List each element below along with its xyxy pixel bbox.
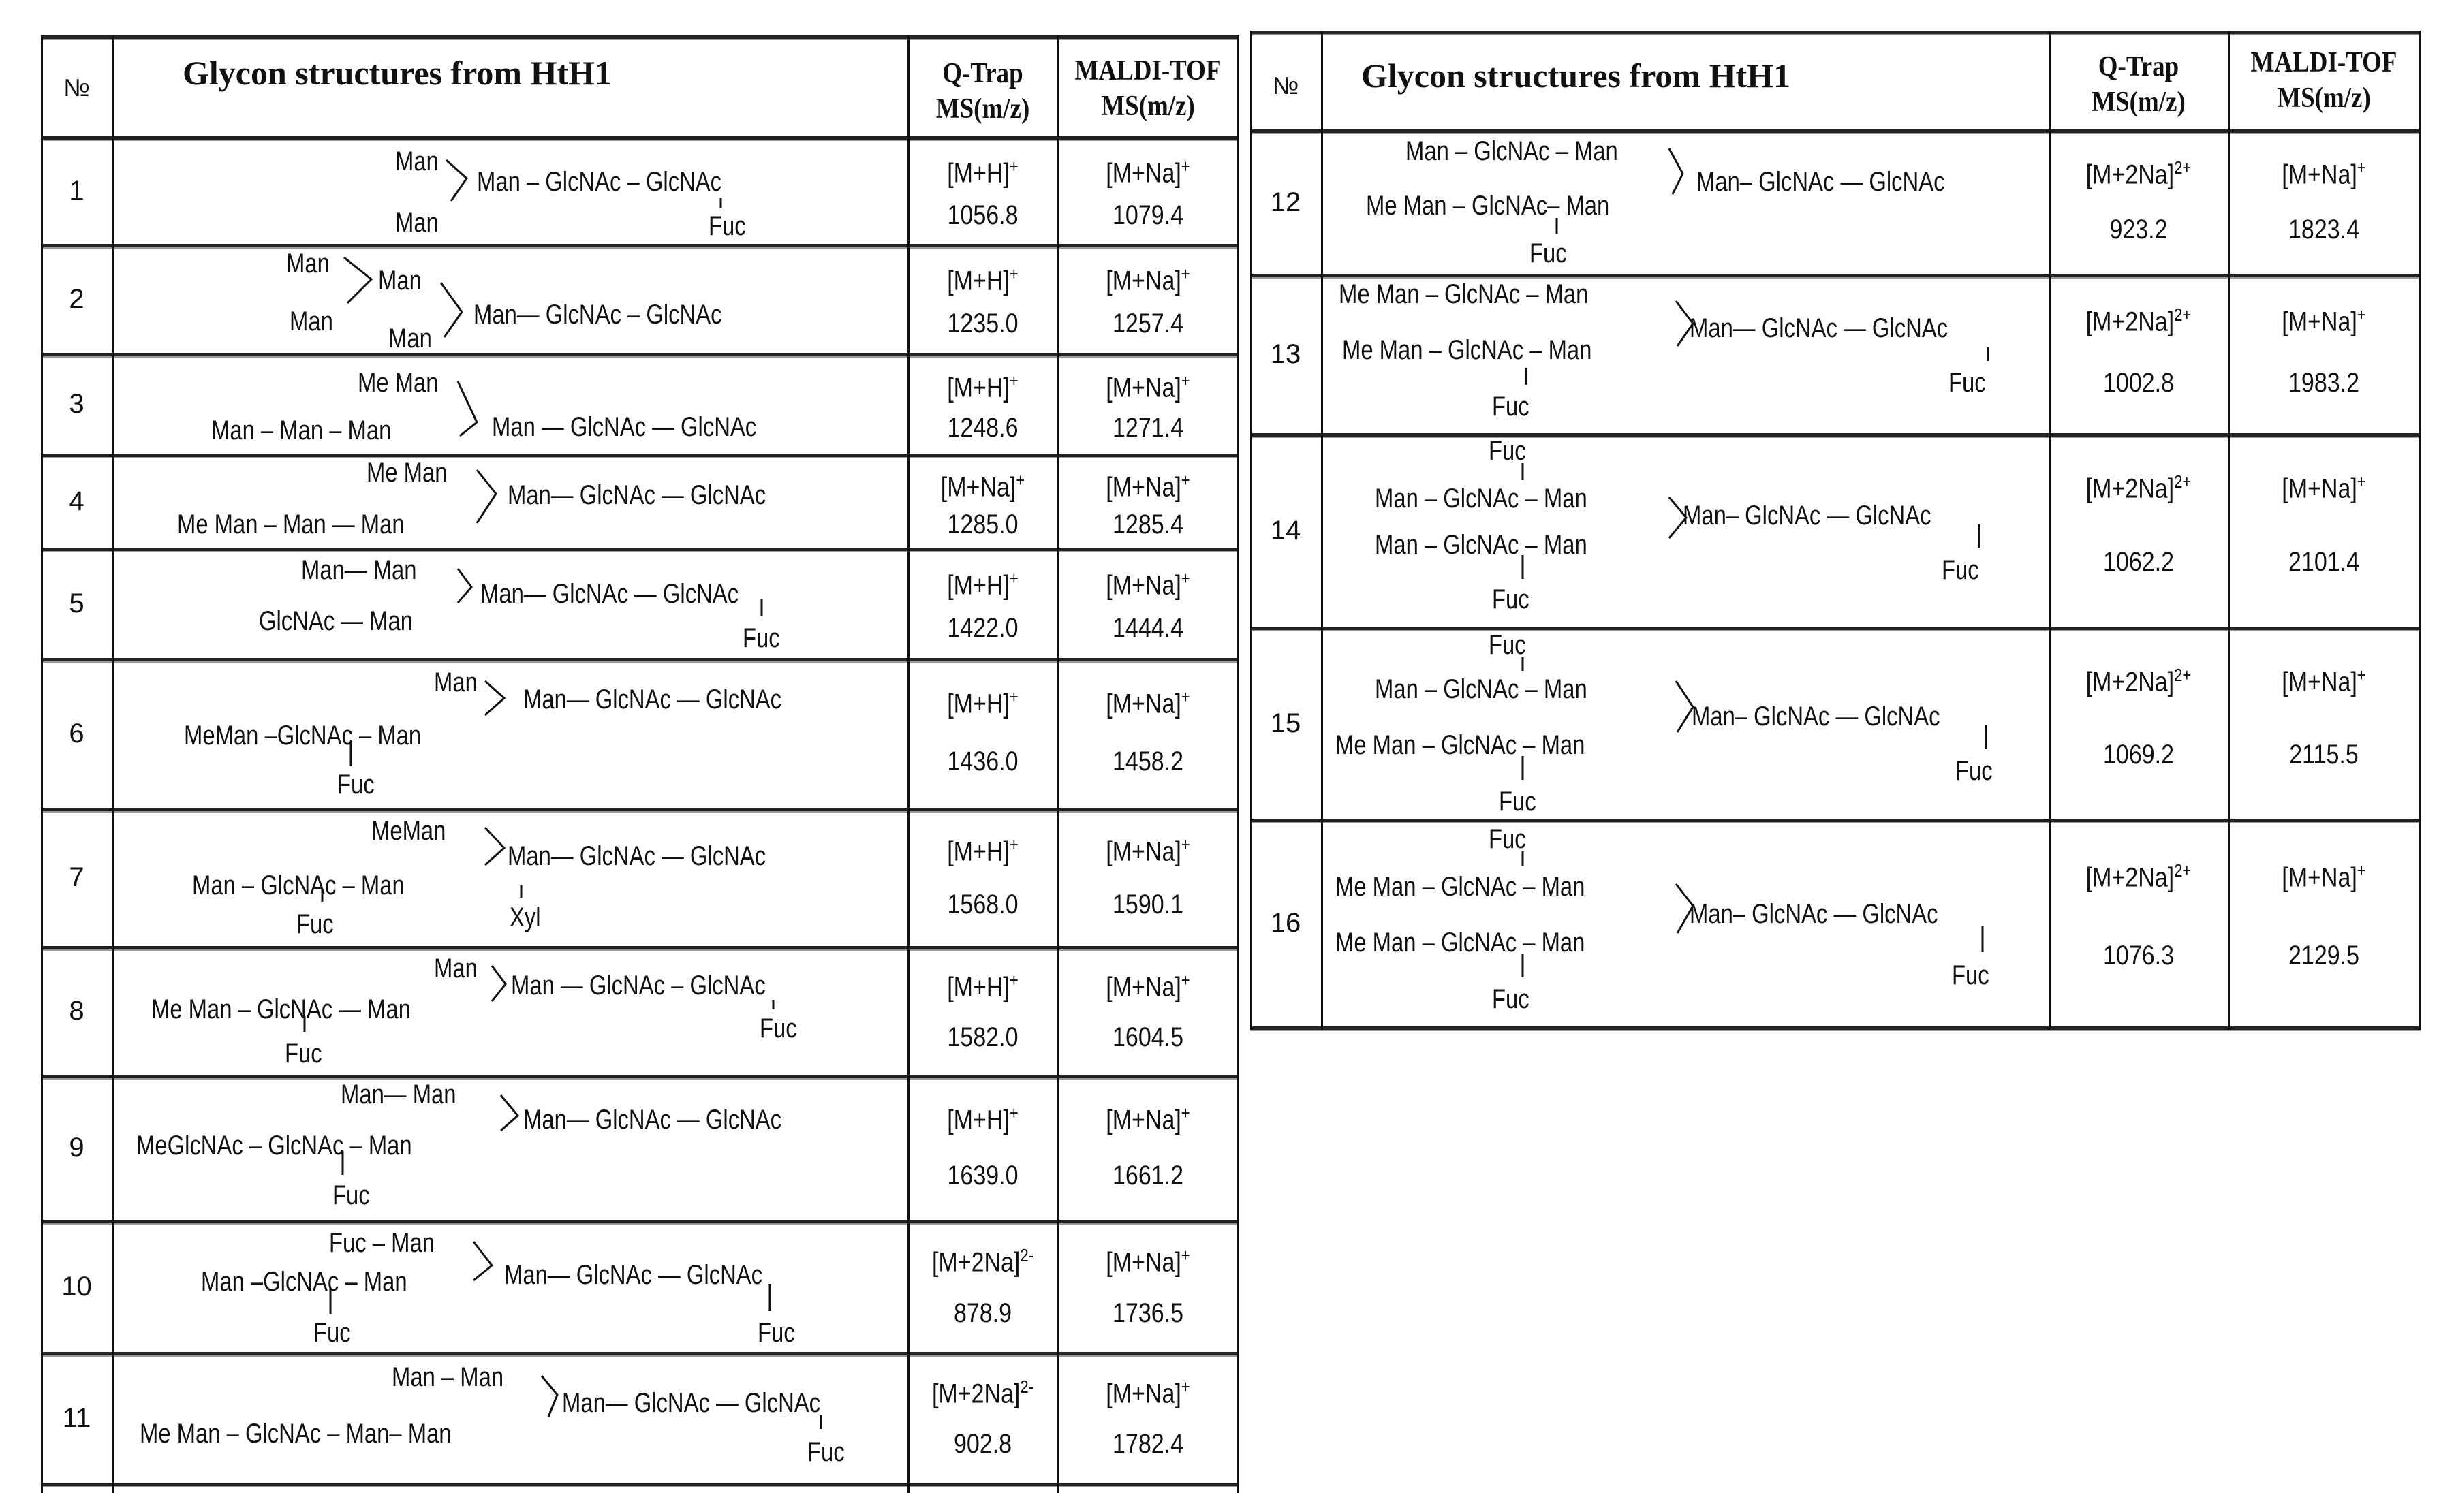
maldi-mz-value: 2101.4 — [2288, 546, 2359, 577]
structure-fragment: Man – GlcNAc – Man — [1375, 484, 1587, 514]
maldi-ion-charge: + — [1181, 687, 1190, 708]
qtrap-mz-value: 1076.3 — [2103, 941, 2174, 971]
qtrap-ion-charge: + — [1009, 687, 1019, 708]
maldi-ion-charge: + — [1181, 155, 1190, 176]
structure-fragment: Man – GlcNAc – GlcNAc — [477, 167, 722, 197]
header-maldi-line2: MS(m/z) — [1101, 91, 1195, 122]
maldi-ion-type — [1073, 568, 1224, 601]
table-rule — [2228, 31, 2230, 1030]
header-qtrap-line2: MS(m/z) — [935, 93, 1030, 125]
structure-fragment: Man— GlcNAc — GlcNAc — [480, 579, 739, 609]
maldi-mz-value: 1285.4 — [1113, 509, 1183, 540]
structure-fragment: Fuc — [1492, 584, 1529, 614]
maldi-ion-label: [M+Na] — [2282, 862, 2357, 893]
maldi-ion-type — [2244, 304, 2404, 337]
qtrap-mz-value: 1422.0 — [947, 613, 1019, 644]
qtrap-mz-value: 902.8 — [953, 1429, 1012, 1460]
structure-fragment: Man – GlcNAc – Man — [192, 870, 405, 900]
qtrap-mz-value: 1285.0 — [947, 509, 1019, 540]
maldi-mz-value: 1271.4 — [1113, 412, 1183, 443]
qtrap-mz-value: 1056.8 — [947, 200, 1019, 230]
qtrap-mz-value: 1248.6 — [947, 412, 1019, 443]
maldi-ion-type — [1073, 1103, 1224, 1135]
maldi-ion-label: [M+Na] — [1106, 569, 1181, 600]
qtrap-ion-charge: 2- — [1020, 1244, 1034, 1265]
qtrap-ion-charge: + — [1009, 834, 1019, 855]
maldi-ion-type — [1073, 470, 1224, 503]
qtrap-ion-label: [M+H] — [947, 972, 1010, 1003]
maldi-ion-type — [1073, 834, 1224, 867]
row-number: 2 — [69, 283, 84, 314]
qtrap-ion-label: [M+H] — [947, 157, 1010, 188]
structure-fragment: Fuc — [1529, 238, 1567, 268]
structure-fragment: Man— GlcNAc — GlcNAc — [523, 1105, 782, 1135]
structure-fragment: GlcNAc — Man — [259, 606, 413, 636]
maldi-mz-value: 1823.4 — [2288, 215, 2359, 245]
structure-fragment: Me Man — [367, 458, 448, 488]
maldi-ion-label: [M+Na] — [1106, 1379, 1181, 1409]
structure-fragment: Man — [290, 306, 333, 336]
qtrap-ion-label: [M+H] — [947, 1105, 1010, 1135]
structure-fragment: Fuc — [807, 1437, 845, 1467]
maldi-mz-value: 2129.5 — [2288, 941, 2359, 971]
qtrap-ion-charge: + — [1009, 567, 1019, 588]
structure-fragment: Me Man – GlcNAc – Man — [1335, 730, 1585, 760]
maldi-mz-value: 2115.5 — [2289, 739, 2359, 770]
qtrap-ion-type — [2064, 304, 2213, 337]
qtrap-ion-label: [M+2Na] — [2085, 862, 2175, 893]
maldi-ion-charge: + — [2357, 471, 2366, 492]
row-number: 6 — [69, 718, 84, 749]
maldi-mz-value: 1444.4 — [1113, 613, 1183, 644]
structure-fragment: Man — [395, 208, 439, 238]
qtrap-ion-charge: 2+ — [2174, 157, 2192, 178]
structure-fragment: Fuc — [1489, 630, 1526, 660]
maldi-ion-type — [1073, 687, 1224, 719]
qtrap-mz-value: 1582.0 — [947, 1022, 1019, 1052]
header-qtrap-line2: MS(m/z) — [2092, 86, 2186, 118]
maldi-ion-label: [M+Na] — [1106, 1246, 1181, 1277]
qtrap-mz-value: 1002.8 — [2103, 367, 2174, 398]
structure-fragment: Man –GlcNAc – Man — [201, 1267, 407, 1297]
maldi-ion-label: [M+Na] — [1106, 373, 1181, 403]
qtrap-ion-charge: 2+ — [2174, 471, 2192, 492]
qtrap-mz-value: 1568.0 — [947, 889, 1019, 919]
structure-fragment: Fuc — [332, 1180, 370, 1210]
structure-fragment: Man – GlcNAc – Man — [1405, 136, 1618, 166]
qtrap-ion-charge: + — [1009, 1102, 1019, 1123]
qtrap-ion-label: [M+2Na] — [2085, 667, 2175, 697]
structure-fragment: Man – Man – Man — [211, 415, 392, 445]
qtrap-ion-label: [M+2Na] — [2085, 473, 2175, 504]
structure-fragment: Fuc — [1955, 756, 1993, 786]
header-qtrap-line1: Q-Trap — [942, 58, 1023, 89]
structure-fragment: Man— GlcNAc – GlcNAc — [473, 300, 722, 330]
structure-fragment: Fuc — [1489, 436, 1526, 466]
maldi-ion-charge: + — [2357, 304, 2366, 326]
structure-fragment: Fuc — [1492, 392, 1529, 422]
structure-fragment: Fuc — [1492, 984, 1529, 1014]
row-number: 10 — [61, 1271, 92, 1302]
maldi-ion-charge: + — [1181, 834, 1190, 855]
structure-fragment: Man — GlcNAc – GlcNAc — [511, 971, 766, 1001]
maldi-ion-type — [1073, 1376, 1224, 1409]
qtrap-ion-type — [920, 687, 1045, 719]
structure-fragment: Man— GlcNAc — GlcNAc — [508, 841, 766, 871]
maldi-ion-label: [M+Na] — [2282, 306, 2357, 337]
header-maldi-line1: MALDI-TOF — [2250, 47, 2397, 78]
qtrap-ion-label: [M+2Na] — [2085, 306, 2175, 337]
table-rule — [1250, 433, 2421, 438]
structure-fragment: Fuc — [296, 909, 334, 939]
structure-fragment: Man — [286, 249, 330, 279]
maldi-ion-charge: + — [2357, 157, 2366, 178]
qtrap-ion-type — [920, 970, 1045, 1003]
row-number: 5 — [69, 588, 84, 618]
row-number: 9 — [69, 1133, 84, 1163]
qtrap-ion-type — [920, 470, 1045, 503]
row-number: 11 — [62, 1402, 91, 1433]
maldi-ion-type — [1073, 970, 1224, 1003]
table-rule — [1321, 31, 1323, 1030]
structure-fragment: Man – Man — [392, 1362, 504, 1392]
table-rule — [1250, 274, 2421, 279]
structure-fragment: Man — [434, 954, 478, 983]
qtrap-ion-type — [920, 1376, 1045, 1409]
table-rule — [2049, 31, 2051, 1030]
qtrap-ion-charge: + — [1009, 970, 1019, 991]
maldi-ion-type — [2244, 471, 2404, 504]
maldi-mz-value: 1257.4 — [1113, 308, 1183, 338]
structure-fragment: Man— Man — [301, 555, 417, 585]
maldi-ion-charge: + — [1181, 567, 1190, 588]
maldi-ion-label: [M+Na] — [2282, 473, 2357, 504]
qtrap-mz-value: 1436.0 — [947, 746, 1019, 776]
qtrap-mz-value: 1062.2 — [2103, 546, 2174, 577]
maldi-ion-label: [M+Na] — [1106, 836, 1181, 866]
structure-fragment: MeMan — [371, 816, 446, 846]
qtrap-ion-charge: + — [1009, 155, 1019, 176]
maldi-mz-value: 1079.4 — [1113, 200, 1183, 230]
row-number: 7 — [69, 862, 84, 892]
maldi-ion-charge: + — [2357, 860, 2366, 881]
header-title: Glycon structures from HtH1 — [183, 54, 612, 92]
qtrap-ion-charge: + — [1016, 470, 1025, 491]
maldi-mz-value: 1736.5 — [1113, 1297, 1183, 1328]
table-rule — [1250, 627, 2421, 631]
header-qtrap — [2061, 49, 2216, 120]
qtrap-ion-label: [M+2Na] — [931, 1379, 1021, 1409]
header-maldi-line1: MALDI-TOF — [1074, 55, 1222, 86]
table-rule — [1250, 819, 2421, 823]
row-number: 1 — [69, 175, 84, 206]
table-rule — [2419, 31, 2421, 1030]
structure-fragment: Fuc — [758, 1318, 795, 1348]
qtrap-mz-value: 1235.0 — [947, 308, 1019, 338]
structure-fragment: Man — [378, 266, 422, 296]
table-rule — [1250, 129, 2421, 134]
maldi-ion-type — [2244, 665, 2404, 697]
structure-fragment: Man— GlcNAc — GlcNAc — [504, 1260, 763, 1290]
qtrap-ion-type — [920, 1245, 1045, 1278]
row-number: 16 — [1270, 908, 1301, 938]
structure-fragment: Me Man – Man — Man — [177, 509, 405, 539]
maldi-ion-charge: + — [1181, 371, 1190, 392]
table-rule — [1237, 35, 1239, 1493]
structure-fragment: MeMan –GlcNAc – Man — [184, 721, 422, 751]
structure-fragment: Man– GlcNAc — GlcNAc — [1690, 899, 1938, 929]
maldi-ion-charge: + — [1181, 1376, 1190, 1398]
qtrap-ion-charge: 2+ — [2174, 664, 2192, 685]
structure-fragment: Me Man – GlcNAc — Man — [151, 994, 411, 1024]
maldi-mz-value: 1458.2 — [1113, 746, 1183, 776]
header-title: Glycon structures from HtH1 — [1361, 57, 1791, 95]
qtrap-mz-value: 923.2 — [2109, 215, 2168, 245]
maldi-ion-charge: + — [2357, 664, 2366, 685]
structure-fragment: Man – GlcNAc – Man — [1375, 530, 1587, 560]
qtrap-ion-type — [2064, 665, 2213, 697]
maldi-ion-charge: + — [1181, 1102, 1190, 1123]
structure-fragment: Man — [388, 324, 432, 353]
structure-fragment: Fuc — [1948, 368, 1986, 398]
structure-fragment: Me Man – GlcNAc – Man — [1335, 872, 1585, 902]
qtrap-ion-type — [2064, 471, 2213, 504]
qtrap-mz-value: 878.9 — [953, 1297, 1012, 1328]
qtrap-ion-label: [M+2Na] — [2085, 159, 2175, 189]
qtrap-ion-charge: 2+ — [2174, 304, 2192, 326]
qtrap-ion-type — [920, 156, 1045, 189]
qtrap-mz-value: 1069.2 — [2103, 739, 2174, 770]
structure-fragment: Fuc — [285, 1039, 322, 1069]
qtrap-ion-type — [920, 568, 1045, 601]
structure-fragment: Man– GlcNAc — GlcNAc — [1683, 501, 1931, 531]
structure-fragment: Me Man – GlcNAc – Man– Man — [140, 1419, 452, 1449]
qtrap-ion-type — [2064, 860, 2213, 893]
qtrap-ion-label: [M+H] — [947, 373, 1010, 403]
maldi-ion-label: [M+Na] — [2282, 667, 2357, 697]
qtrap-mz-value: 1639.0 — [947, 1160, 1019, 1191]
qtrap-ion-charge: 2- — [1020, 1376, 1034, 1398]
structure-fragment: Man– GlcNAc — GlcNAc — [1696, 167, 1945, 197]
qtrap-ion-charge: + — [1009, 371, 1019, 392]
header-maldi — [2241, 45, 2407, 116]
row-number: 4 — [69, 486, 84, 516]
header-maldi-line2: MS(m/z) — [2277, 82, 2371, 114]
structure-fragment: Man— GlcNAc — GlcNAc — [562, 1388, 821, 1418]
maldi-ion-label: [M+Na] — [1106, 972, 1181, 1003]
qtrap-ion-type — [2064, 157, 2213, 190]
structure-fragment: Man — [395, 146, 439, 176]
row-number: 12 — [1270, 187, 1301, 217]
header-no: № — [1272, 72, 1299, 99]
maldi-ion-type — [1073, 1245, 1224, 1278]
maldi-ion-label: [M+Na] — [1106, 1105, 1181, 1135]
header-maldi — [1070, 53, 1226, 124]
qtrap-ion-label: [M+H] — [947, 569, 1010, 600]
structure-fragment: Me Man – GlcNAc – Man — [1339, 279, 1589, 309]
maldi-ion-label: [M+Na] — [1106, 472, 1181, 503]
qtrap-ion-label: [M+H] — [947, 836, 1010, 866]
maldi-ion-type — [1073, 264, 1224, 296]
structure-fragment: Xyl — [510, 902, 541, 932]
qtrap-ion-label: [M+H] — [947, 266, 1010, 296]
maldi-ion-charge: + — [1181, 470, 1190, 491]
maldi-ion-label: [M+Na] — [1106, 689, 1181, 719]
header-no: № — [63, 74, 90, 101]
row-number: 15 — [1270, 708, 1301, 738]
structure-fragment: Man – GlcNAc – Man — [1375, 674, 1587, 704]
qtrap-ion-label: [M+Na] — [940, 472, 1016, 503]
structure-fragment: MeGlcNAc – GlcNAc – Man — [136, 1131, 412, 1161]
row-number: 3 — [69, 388, 84, 419]
structure-fragment: Fuc — [337, 770, 375, 800]
row-number: 8 — [69, 996, 84, 1026]
structure-fragment: Man — [434, 667, 478, 697]
maldi-ion-type — [2244, 860, 2404, 893]
qtrap-ion-type — [920, 834, 1045, 867]
structure-fragment: Fuc — [760, 1013, 797, 1043]
table-rule — [1250, 31, 2421, 35]
table-rule — [1250, 1026, 2421, 1031]
qtrap-ion-type — [920, 264, 1045, 296]
structure-fragment: Man— GlcNAc — GlcNAc — [508, 480, 766, 510]
maldi-ion-type — [1073, 371, 1224, 403]
structure-fragment: Fuc — [313, 1318, 351, 1348]
structure-fragment: Man– GlcNAc — GlcNAc — [1692, 702, 1940, 731]
maldi-mz-value: 1983.2 — [2288, 367, 2359, 398]
structure-fragment: Man — GlcNAc — GlcNAc — [492, 412, 757, 442]
row-number: 13 — [1270, 338, 1301, 369]
qtrap-ion-label: [M+2Na] — [931, 1246, 1021, 1277]
maldi-ion-charge: + — [1181, 970, 1190, 991]
structure-fragment: Man— GlcNAc — GlcNAc — [523, 684, 782, 714]
qtrap-ion-label: [M+H] — [947, 689, 1010, 719]
table-rule — [1057, 35, 1059, 1493]
maldi-ion-label: [M+Na] — [1106, 266, 1181, 296]
table-rule — [112, 35, 114, 1493]
structure-fragment: Me Man – GlcNAc– Man — [1366, 191, 1610, 221]
maldi-ion-charge: + — [1181, 1244, 1190, 1265]
structure-fragment: Fuc — [1942, 555, 1979, 585]
qtrap-ion-type — [920, 1103, 1045, 1135]
maldi-mz-value: 1782.4 — [1113, 1429, 1183, 1460]
maldi-mz-value: 1661.2 — [1113, 1160, 1183, 1191]
maldi-ion-label: [M+Na] — [2282, 159, 2357, 189]
table-rule — [907, 35, 910, 1493]
header-qtrap-line1: Q-Trap — [2098, 51, 2179, 82]
structure-fragment: Man— GlcNAc — GlcNAc — [1690, 313, 1948, 343]
header-qtrap — [918, 56, 1047, 127]
structure-fragment: Me Man – GlcNAc – Man — [1342, 335, 1592, 365]
structure-fragment: Man— Man — [341, 1080, 456, 1109]
qtrap-ion-charge: 2+ — [2174, 860, 2192, 881]
maldi-ion-type — [1073, 156, 1224, 189]
structure-fragment: Fuc — [743, 623, 780, 653]
qtrap-ion-charge: + — [1009, 264, 1019, 285]
structure-fragment: Fuc — [1952, 960, 1989, 990]
qtrap-ion-type — [920, 371, 1045, 403]
structure-fragment: Fuc – Man — [329, 1228, 435, 1258]
structure-fragment: Me Man — [358, 368, 439, 398]
structure-fragment: Me Man – GlcNAc – Man — [1335, 928, 1585, 958]
maldi-ion-type — [2244, 157, 2404, 190]
maldi-ion-charge: + — [1181, 264, 1190, 285]
structure-fragment: Fuc — [709, 211, 746, 241]
row-number: 14 — [1270, 515, 1301, 546]
maldi-mz-value: 1604.5 — [1113, 1022, 1183, 1052]
structure-fragment: Fuc — [1499, 787, 1536, 817]
maldi-ion-label: [M+Na] — [1106, 157, 1181, 188]
maldi-mz-value: 1590.1 — [1113, 889, 1183, 919]
structure-fragment: Fuc — [1489, 824, 1526, 854]
